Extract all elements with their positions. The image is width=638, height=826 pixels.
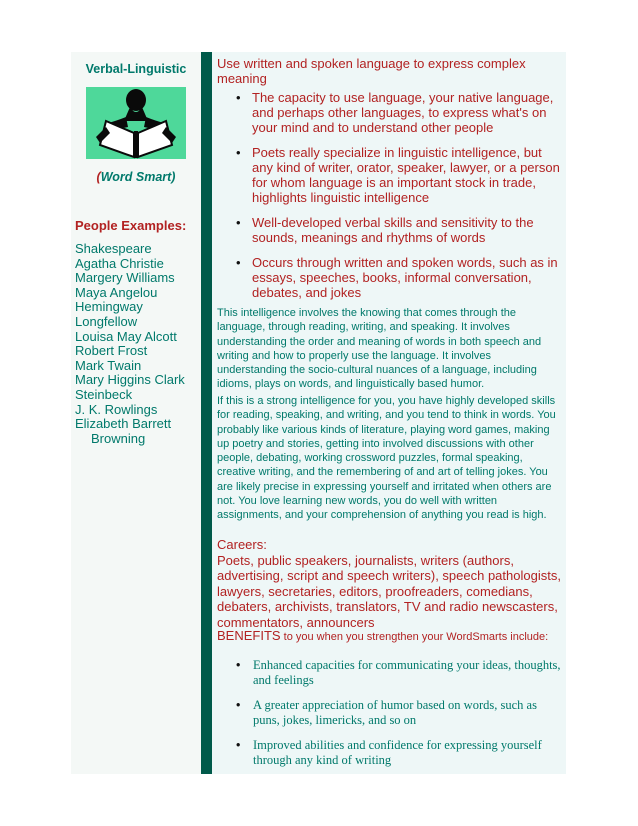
- description-paragraph: This intelligence involves the knowing that comes through the language, through reading, writing, and speaking. It involves understanding the order and meaning of words in both speech and writing and how to properly use the language. It involves understanding the socio-cultural nuances of a language, including idioms, plays on words, and linguistically based humor.: [217, 307, 542, 391]
- list-item: • Occurs through written and spoken words, such as in essays, speeches, books, informal conversation, debates, and jokes: [222, 255, 560, 300]
- list-item: Mary Higgins Clark: [75, 372, 185, 388]
- list-item: Robert Frost: [75, 343, 148, 359]
- benefits-label: BENEFITS: [217, 628, 281, 643]
- smart-open-paren: (: [96, 170, 101, 184]
- intro-text: Use written and spoken language to express complex meaning: [217, 56, 526, 86]
- smart-label-text: Word Smart): [100, 170, 176, 184]
- list-item: • Improved abilities and confidence for expressing yourself through any kind of writing: [222, 738, 562, 768]
- traits-list: [222, 90, 560, 310]
- reading-person-icon: [86, 87, 186, 159]
- benefits-heading: [217, 628, 562, 643]
- sidebar: [71, 52, 201, 774]
- careers-text: Poets, public speakers, journalists, writers (authors, advertising, script and speech writers), speech pathologists, lawyers, secretaries, editors, proofreaders, comedians, debaters, archivists, translators, TV and radio newscasters, commentators, announcers: [217, 553, 561, 630]
- list-item: J. K. Rowlings: [75, 401, 158, 417]
- people-heading: People Examples:: [75, 218, 187, 233]
- sidebar-title: Verbal-Linguistic: [85, 62, 187, 76]
- people-list: [75, 242, 185, 446]
- list-item: • A greater appreciation of humor based on words, such as puns, jokes, limericks, and so on: [222, 698, 562, 728]
- divider-bar: [201, 52, 212, 774]
- list-item: Hemingway: [75, 299, 143, 315]
- strength-paragraph: If this is a strong intelligence for you, you have highly developed skills for reading, speaking, and writing, and you tend to think in words. You probably like various kinds of literature, playing word games, making up poetry and stories, getting into involved discussions with other people, debating, working crossword puzzles, formal speaking, creative writing, and the remembering of and art of telling jokes. You are likely precise in expressing yourself and irritated when others are not. You love learning new words, you do well with written assignments, and your comprehension of anything you read is high.: [217, 395, 556, 522]
- word-smart-label: [71, 170, 201, 184]
- benefits-list: [222, 658, 562, 778]
- list-item: • Poets really specialize in linguistic intelligence, but any kind of writer, orator, speaker, lawyer, or a person for whom language is an important stock in trade, highlights linguistic intelligence: [222, 145, 560, 205]
- list-item: Browning: [91, 430, 146, 446]
- list-item: Longfellow: [75, 313, 138, 329]
- careers-heading: Careers:: [217, 537, 267, 552]
- list-item: Louisa May Alcott: [75, 328, 177, 344]
- page: [71, 52, 566, 774]
- list-item: Elizabeth Barrett: [75, 416, 172, 432]
- list-item: Steinbeck: [75, 386, 133, 402]
- list-item: • Enhanced capacities for communicating your ideas, thoughts, and feelings: [222, 658, 562, 688]
- benefits-intro: to you when you strengthen your WordSmarts include:: [280, 631, 549, 643]
- list-item: • Well-developed verbal skills and sensitivity to the sounds, meanings and rhythms of words: [222, 215, 560, 245]
- list-item: • The capacity to use language, your native language, and perhaps other languages, to express what's on your mind and to understand other people: [222, 90, 560, 135]
- list-item: Shakespeare: [75, 241, 152, 256]
- main-content: [212, 52, 566, 774]
- list-item: Maya Angelou: [75, 284, 158, 300]
- list-item: Agatha Christie: [75, 255, 164, 271]
- list-item: Mark Twain: [75, 357, 142, 373]
- list-item: Margery Williams: [75, 270, 175, 286]
